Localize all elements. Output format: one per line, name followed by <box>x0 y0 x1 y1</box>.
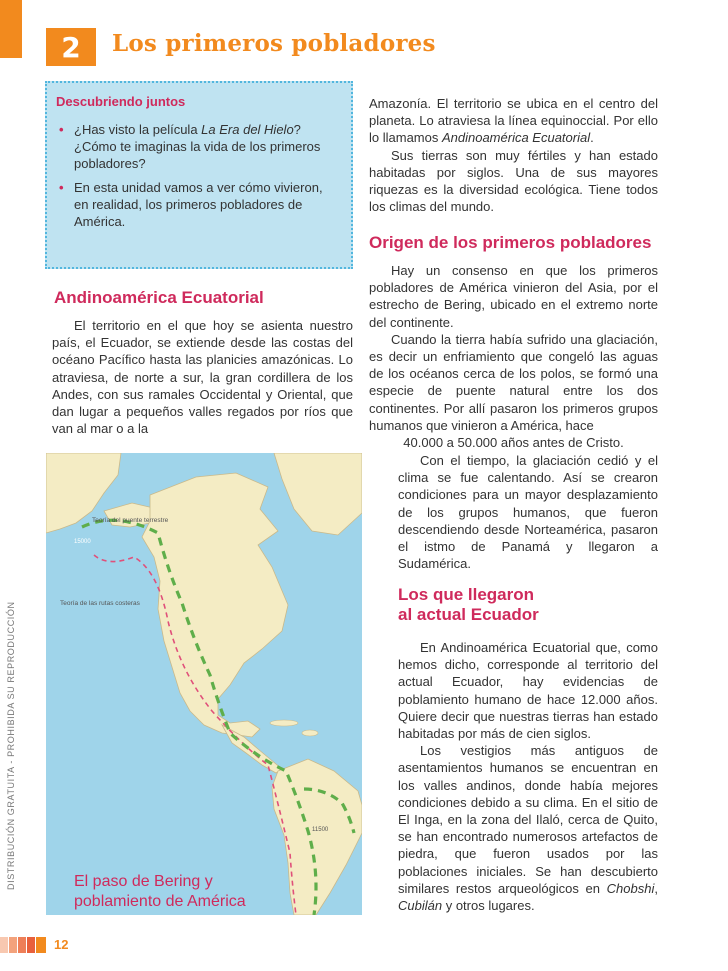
section-title-origen: Origen de los primeros pobladores <box>369 233 652 252</box>
bering-map <box>46 453 362 915</box>
map-svg <box>46 453 362 915</box>
movie-title: La Era del Hielo <box>201 122 294 137</box>
paragraph: Con el tiempo, la glaciación cedió y el clima se fue calentando. Así se crearon condiciones para un mayor desplazamiento de los grupos humanos, que fueron descendiendo desde Norteamérica, pasaron el istmo de Panamá y llegaron a Sudamérica. <box>398 453 658 572</box>
origen-text-cont <box>398 452 658 572</box>
paragraph: Hay un consenso en que los primeros pobladores de América vinieron del Asia, por el estrecho de Bering, ubicado en el extremo norte del continente. <box>369 263 658 330</box>
chapter-number: 2 <box>46 28 96 66</box>
bullet-text: ¿Has visto la película <box>74 122 202 137</box>
llegaron-text <box>398 639 658 914</box>
bullet-dot-icon: • <box>59 180 64 195</box>
discover-box-title: Descubriendo juntos <box>56 94 186 109</box>
map-label-11500: 11500 <box>312 827 329 833</box>
map-land-greenland <box>274 453 362 535</box>
paragraph: Sus tierras son muy fértiles y han estado habitadas por siglos. Una de sus mayores riquezas es la diversidad ecológica. Tiene todos los climas del mundo. <box>369 147 658 215</box>
paragraph: El territorio en el que hoy se asienta nuestro país, el Ecuador, se extiende desde las costas del océano Pacífico hasta las planicies amazónicas. Lo atraviesa, de norte a sur, la gran cordillera de los Andes, con sus ramales Occidental y Oriental, que dan lugar a pequeños valles regados por ríos que van al mar o a la <box>52 318 353 437</box>
bullet-dot-icon: • <box>59 122 64 137</box>
footer-color-bar <box>0 937 46 953</box>
map-caption: El paso de Bering y poblamiento de América <box>74 873 246 910</box>
map-land-caribbean <box>270 720 298 726</box>
paragraph: Los vestigios más antiguos de asentamientos humanos se encuentran en los valles andinos, donde había mejores condiciones debido a su clima. En el sitio de El Inga, en la zona del Ilaló, cerca de Quito, se han encontrado numerosos artefactos de piedra, que fueron usados por las poblaciones iniciales. Se han descubierto similares restos arqueológicos en Chobshi, Cubilán y otros lugares. <box>398 743 658 914</box>
discover-bullet <box>58 121 328 172</box>
page-number: 12 <box>54 937 69 952</box>
side-note: DISTRIBUCIÓN GRATUITA - PROHIBIDA SU REPRODUCCIÓN <box>6 601 16 890</box>
andinoamerica-text <box>52 317 353 437</box>
bullet-text: ? ¿Cómo te imaginas la vida de los primeros pobladores? <box>74 122 321 171</box>
corner-tab <box>0 0 22 58</box>
chapter-title: Los primeros pobladores <box>112 30 436 57</box>
section-title-llegaron: Los que llegaron al actual Ecuador <box>398 585 539 624</box>
section-title-andinoamerica: Andinoamérica Ecuatorial <box>54 288 264 307</box>
map-label-bridge: Teoría del puente terrestre <box>92 517 169 524</box>
paragraph: Amazonía. El territorio se ubica en el centro del planeta. Lo atraviesa la línea equinoccial. Por ello lo llamamos Andinoamérica Ecuatorial. <box>369 96 658 146</box>
bullet-text: En esta unidad vamos a ver cómo vivieron, en realidad, los primeros pobladores de América. <box>74 180 323 229</box>
map-label-coastal: Teoría de las rutas costeras <box>60 600 140 607</box>
paragraph-date: 40.000 a 50.000 años antes de Cristo. <box>403 435 624 451</box>
discover-bullet <box>58 179 328 230</box>
paragraph: En Andinoamérica Ecuatorial que, como hemos dicho, corresponde al territorio del actual Ecuador, hay evidencias de poblamiento humano de hace 12.000 años. Quiere decir que nuestras tierras han estado habitadas por más de cien siglos. <box>398 640 658 742</box>
origen-text <box>369 262 658 451</box>
map-label-15000: 15000 <box>74 539 91 545</box>
discover-bullets <box>58 121 328 237</box>
andinoamerica-text-cont <box>369 95 658 215</box>
paragraph: Cuando la tierra había sufrido una glaciación, es decir un enfriamiento que congeló las aguas de los océanos cerca de los polos, se formó una especie de puente natural entre los dos continentes. Por allí pasaron los primeros grupos humanos que vinieron a América, hace <box>369 331 658 433</box>
map-land-caribbean <box>302 730 318 736</box>
